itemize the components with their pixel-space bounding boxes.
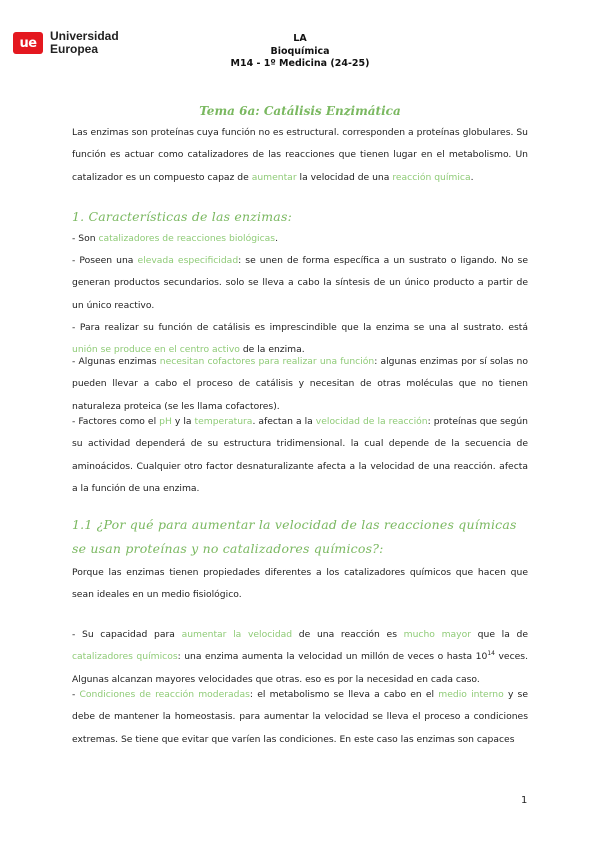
section-1-1-paragraph: Porque las enzimas tienen propiedades diferentes a los catalizadores químicos que hacen que sean ideales en un medio fisiológico. (72, 567, 528, 601)
logo-line-2: Europea (50, 42, 99, 56)
text: de la enzima. (239, 344, 305, 356)
highlight: catalizadores de reacciones biológicas (98, 233, 276, 244)
text: : el metabolismo se lleva a cabo en el (249, 689, 439, 700)
text: veces. Algunas alcanzan mayores velocidades que otras. eso es por la necesidad en cada caso. (72, 651, 528, 685)
highlight: elevada especificidad (137, 255, 239, 266)
section-1-bullet-5 (72, 411, 528, 501)
page-number: 1 (521, 795, 528, 806)
header-line-2: Bioquímica (270, 45, 330, 57)
text: - Poseen una (72, 255, 138, 266)
highlight: reacción química (392, 171, 471, 183)
text: . (470, 171, 474, 183)
ue-logo-icon: ue (13, 32, 43, 54)
section-1-bullet-1 (72, 228, 528, 250)
text: de una reacción es (292, 629, 404, 640)
highlight: velocidad de la reacción (315, 416, 428, 427)
section-1-1-heading: 1.1 ¿Por qué para aumentar la velocidad de las reacciones químicas se usan proteínas y no catalizadores químicos?: (72, 517, 517, 556)
text: Las enzimas son proteínas cuya función no es estructural. corresponden a proteínas globulares. Su función es actuar como catalizadores de las reacciones que tienen lugar en el metabolismo. Un catalizador es un compuesto capaz de (72, 127, 528, 183)
text: - Factores como el (72, 416, 160, 427)
logo-line-1: Universidad (50, 29, 119, 43)
text: : se unen de forma específica a un sustrato o ligando. No se generan productos secundarios. solo se lleva a cabo la síntesis de un único producto a partir de un único reactivo. (72, 255, 528, 311)
text: y se debe de mantener la homeostasis. para aumentar la velocidad se lleva el proceso a condiciones extremas. Se tiene que evitar que varíen las condiciones. En este caso las enzimas son capaces (72, 689, 528, 745)
section-1-1-bullet-1 (72, 624, 528, 691)
highlight: temperatura (194, 416, 253, 427)
highlight: aumentar la velocidad (181, 629, 293, 640)
highlight: mucho mayor (403, 629, 472, 640)
text: - Algunas enzimas (72, 356, 160, 367)
highlight: unión se produce en el centro activo (72, 344, 240, 356)
highlight: catalizadores químicos (72, 651, 178, 663)
section-1-1-bullet-2 (72, 684, 528, 751)
text: la velocidad de una (296, 171, 393, 183)
text: que la de (471, 629, 528, 640)
document-title: Tema 6a: Catálisis Enzimática (199, 104, 401, 118)
section-1-bullet-2 (72, 250, 528, 317)
text: . afectan a la (252, 416, 316, 427)
highlight: medio interno (438, 689, 504, 700)
exponent: 14 (487, 650, 495, 658)
text: : proteínas que según su actividad dependerá de su estructura tridimensional. la cual depende de la secuencia de aminoácidos. Cualquier otro factor desnaturalizante afecta a la velocidad de una reacción. afecta a la función de una enzima. (72, 416, 528, 495)
text: - Para realizar su función de catálisis es imprescindible que la enzima se una al sustrato. está (72, 322, 528, 333)
text: y la (171, 416, 195, 427)
highlight: aumentar (251, 171, 297, 183)
header-line-3: M14 - 1º Medicina (24-25) (230, 58, 370, 69)
highlight: pH (159, 416, 172, 427)
text: - (72, 689, 80, 700)
text: . (275, 233, 278, 244)
highlight: Condiciones de reacción moderadas (79, 689, 250, 700)
document-header (0, 33, 600, 71)
text: : algunas enzimas por sí solas no pueden llevar a cabo el proceso de catálisis y necesitan de otras moléculas que no tienen naturaleza proteica (se les llama cofactores). (72, 356, 528, 412)
header-line-1: LA (293, 33, 307, 44)
intro-paragraph (72, 122, 528, 189)
text: - Son (72, 233, 99, 244)
section-1-heading: 1. Características de las enzimas: (72, 209, 292, 224)
section-1-bullet-4 (72, 351, 528, 418)
text: : una enzima aumenta la velocidad un millón de veces o hasta 10 (177, 651, 488, 663)
text: - Su capacidad para (72, 629, 182, 640)
highlight: necesitan cofactores para realizar una función (159, 356, 375, 367)
